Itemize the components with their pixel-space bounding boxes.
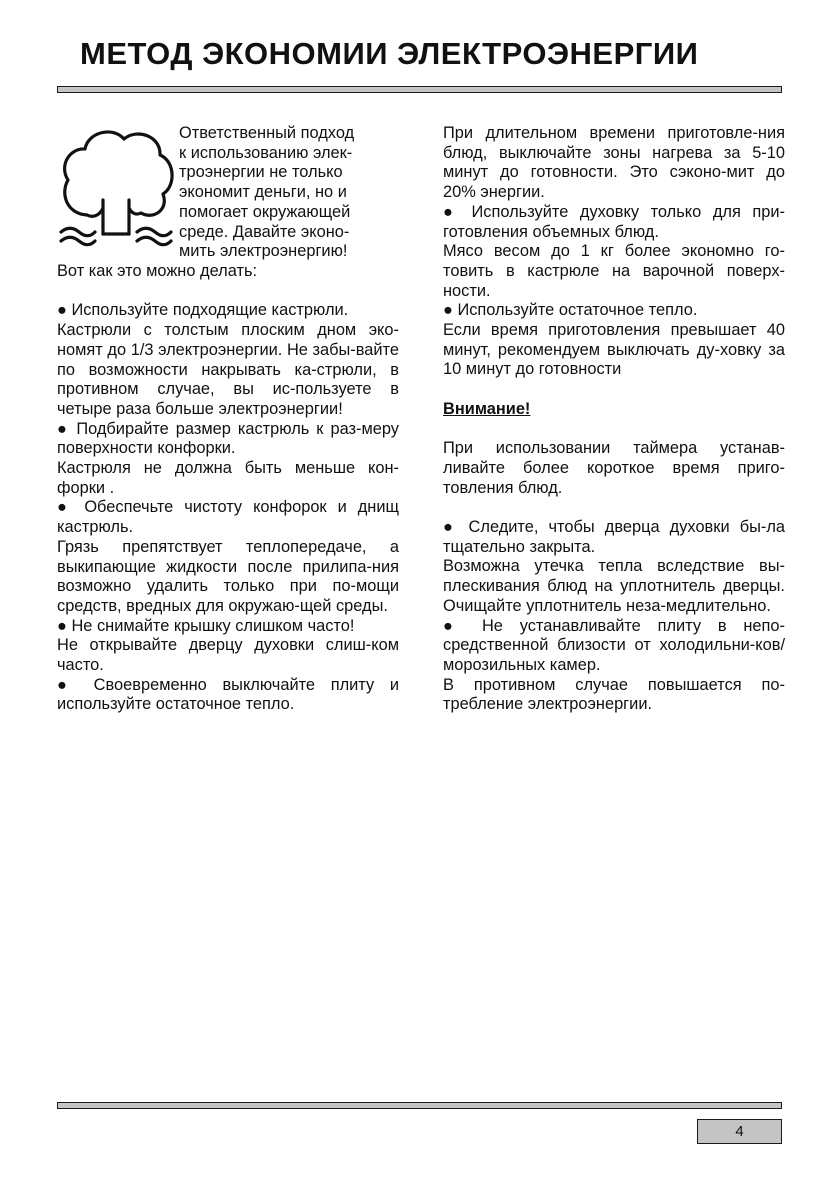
intro-block [57, 124, 399, 262]
footer-rule [57, 1102, 782, 1109]
tree-icon [57, 124, 179, 262]
body-paragraph: Если время приготовления превышает 40 минут, рекомендуем выключать ду-ховку за 10 минут до готовности [443, 321, 785, 379]
bullet-paragraph: ● Своевременно выключайте плиту и используйте остаточное тепло. [57, 675, 399, 714]
intro-line: помогает окружающей [179, 202, 351, 221]
bullet-paragraph: ● Используйте духовку только для при-готовления объемных блюд. [443, 202, 785, 241]
right-column [443, 124, 785, 715]
body-paragraph: Кастрюли с толстым плоским дном эко-номят до 1/3 электроэнергии. Не забы-вайте по возможности накрывать ка-стрюли, в противном случае, вы ис-пользуете в четыре раза больше электроэнергии! [57, 321, 399, 418]
intro-line: экономит деньги, но и [179, 183, 347, 202]
body-paragraph: Мясо весом до 1 кг более экономно го-товить в кастрюле на варочной поверх-ности. [443, 242, 785, 300]
bullet-paragraph: ● Следите, чтобы дверца духовки бы-ла тщательно закрыта. [443, 518, 785, 556]
intro-line: среде. Давайте эконо- [179, 222, 350, 241]
bullet-paragraph: ● Подбирайте размер кастрюль к раз-меру поверхности конфорки. [57, 419, 399, 458]
page-number: 4 [697, 1119, 782, 1144]
bullet-paragraph: ● Используйте остаточное тепло. [443, 301, 698, 320]
body-paragraph: Грязь препятствует теплопередаче, а выкипающие жидкости после прилипа-ния возможно удалить только при по-мощи средств, вредных для окружаю-щей среды. [57, 537, 399, 615]
intro-line: троэнергии не только [179, 163, 343, 182]
attention-heading: Внимание! [443, 399, 531, 418]
bullet-paragraph: ● Не устанавливайте плиту в непо-средственной близости от холодильни-ков/морозильных камер. [443, 616, 785, 674]
header-rule [57, 86, 782, 93]
page-title: МЕТОД ЭКОНОМИИ ЭЛЕКТРОЭНЕРГИИ [80, 36, 699, 71]
lead-text: Вот как это можно делать: [57, 262, 258, 280]
bullet-paragraph: ● Обеспечьте чистоту конфорок и днищ кастрюль. [57, 498, 399, 537]
bullet-paragraph: ● Не снимайте крышку слишком часто! [57, 616, 355, 635]
body-paragraph: Не открывайте дверцу духовки слиш-ком часто. [57, 636, 399, 675]
intro-line: мить электроэнергию! [179, 242, 348, 261]
attention-text: При использовании таймера устанав-ливайте более короткое время приго-товления блюд. [443, 439, 785, 497]
bullet-paragraph: ● Используйте подходящие кастрюли. [57, 301, 349, 320]
body-paragraph: Возможна утечка тепла вследствие вы-плескивания блюд на уплотнитель дверцы. Очищайте уплотнитель неза-медлительно. [443, 557, 785, 615]
body-paragraph: В противном случае повышается по-требление электроэнергии. [443, 675, 785, 714]
intro-line: Ответственный подход [179, 124, 355, 142]
left-column [57, 124, 399, 715]
intro-line: к использованию элек- [179, 143, 353, 162]
body-paragraph: Кастрюля не должна быть меньше кон-форки . [57, 459, 399, 497]
intro-text [179, 124, 399, 262]
body-paragraph: При длительном времени приготовле-ния блюд, выключайте зоны нагрева за 5-10 минут до готовности. Это сэконо-мит до 20% энергии. [443, 124, 785, 202]
